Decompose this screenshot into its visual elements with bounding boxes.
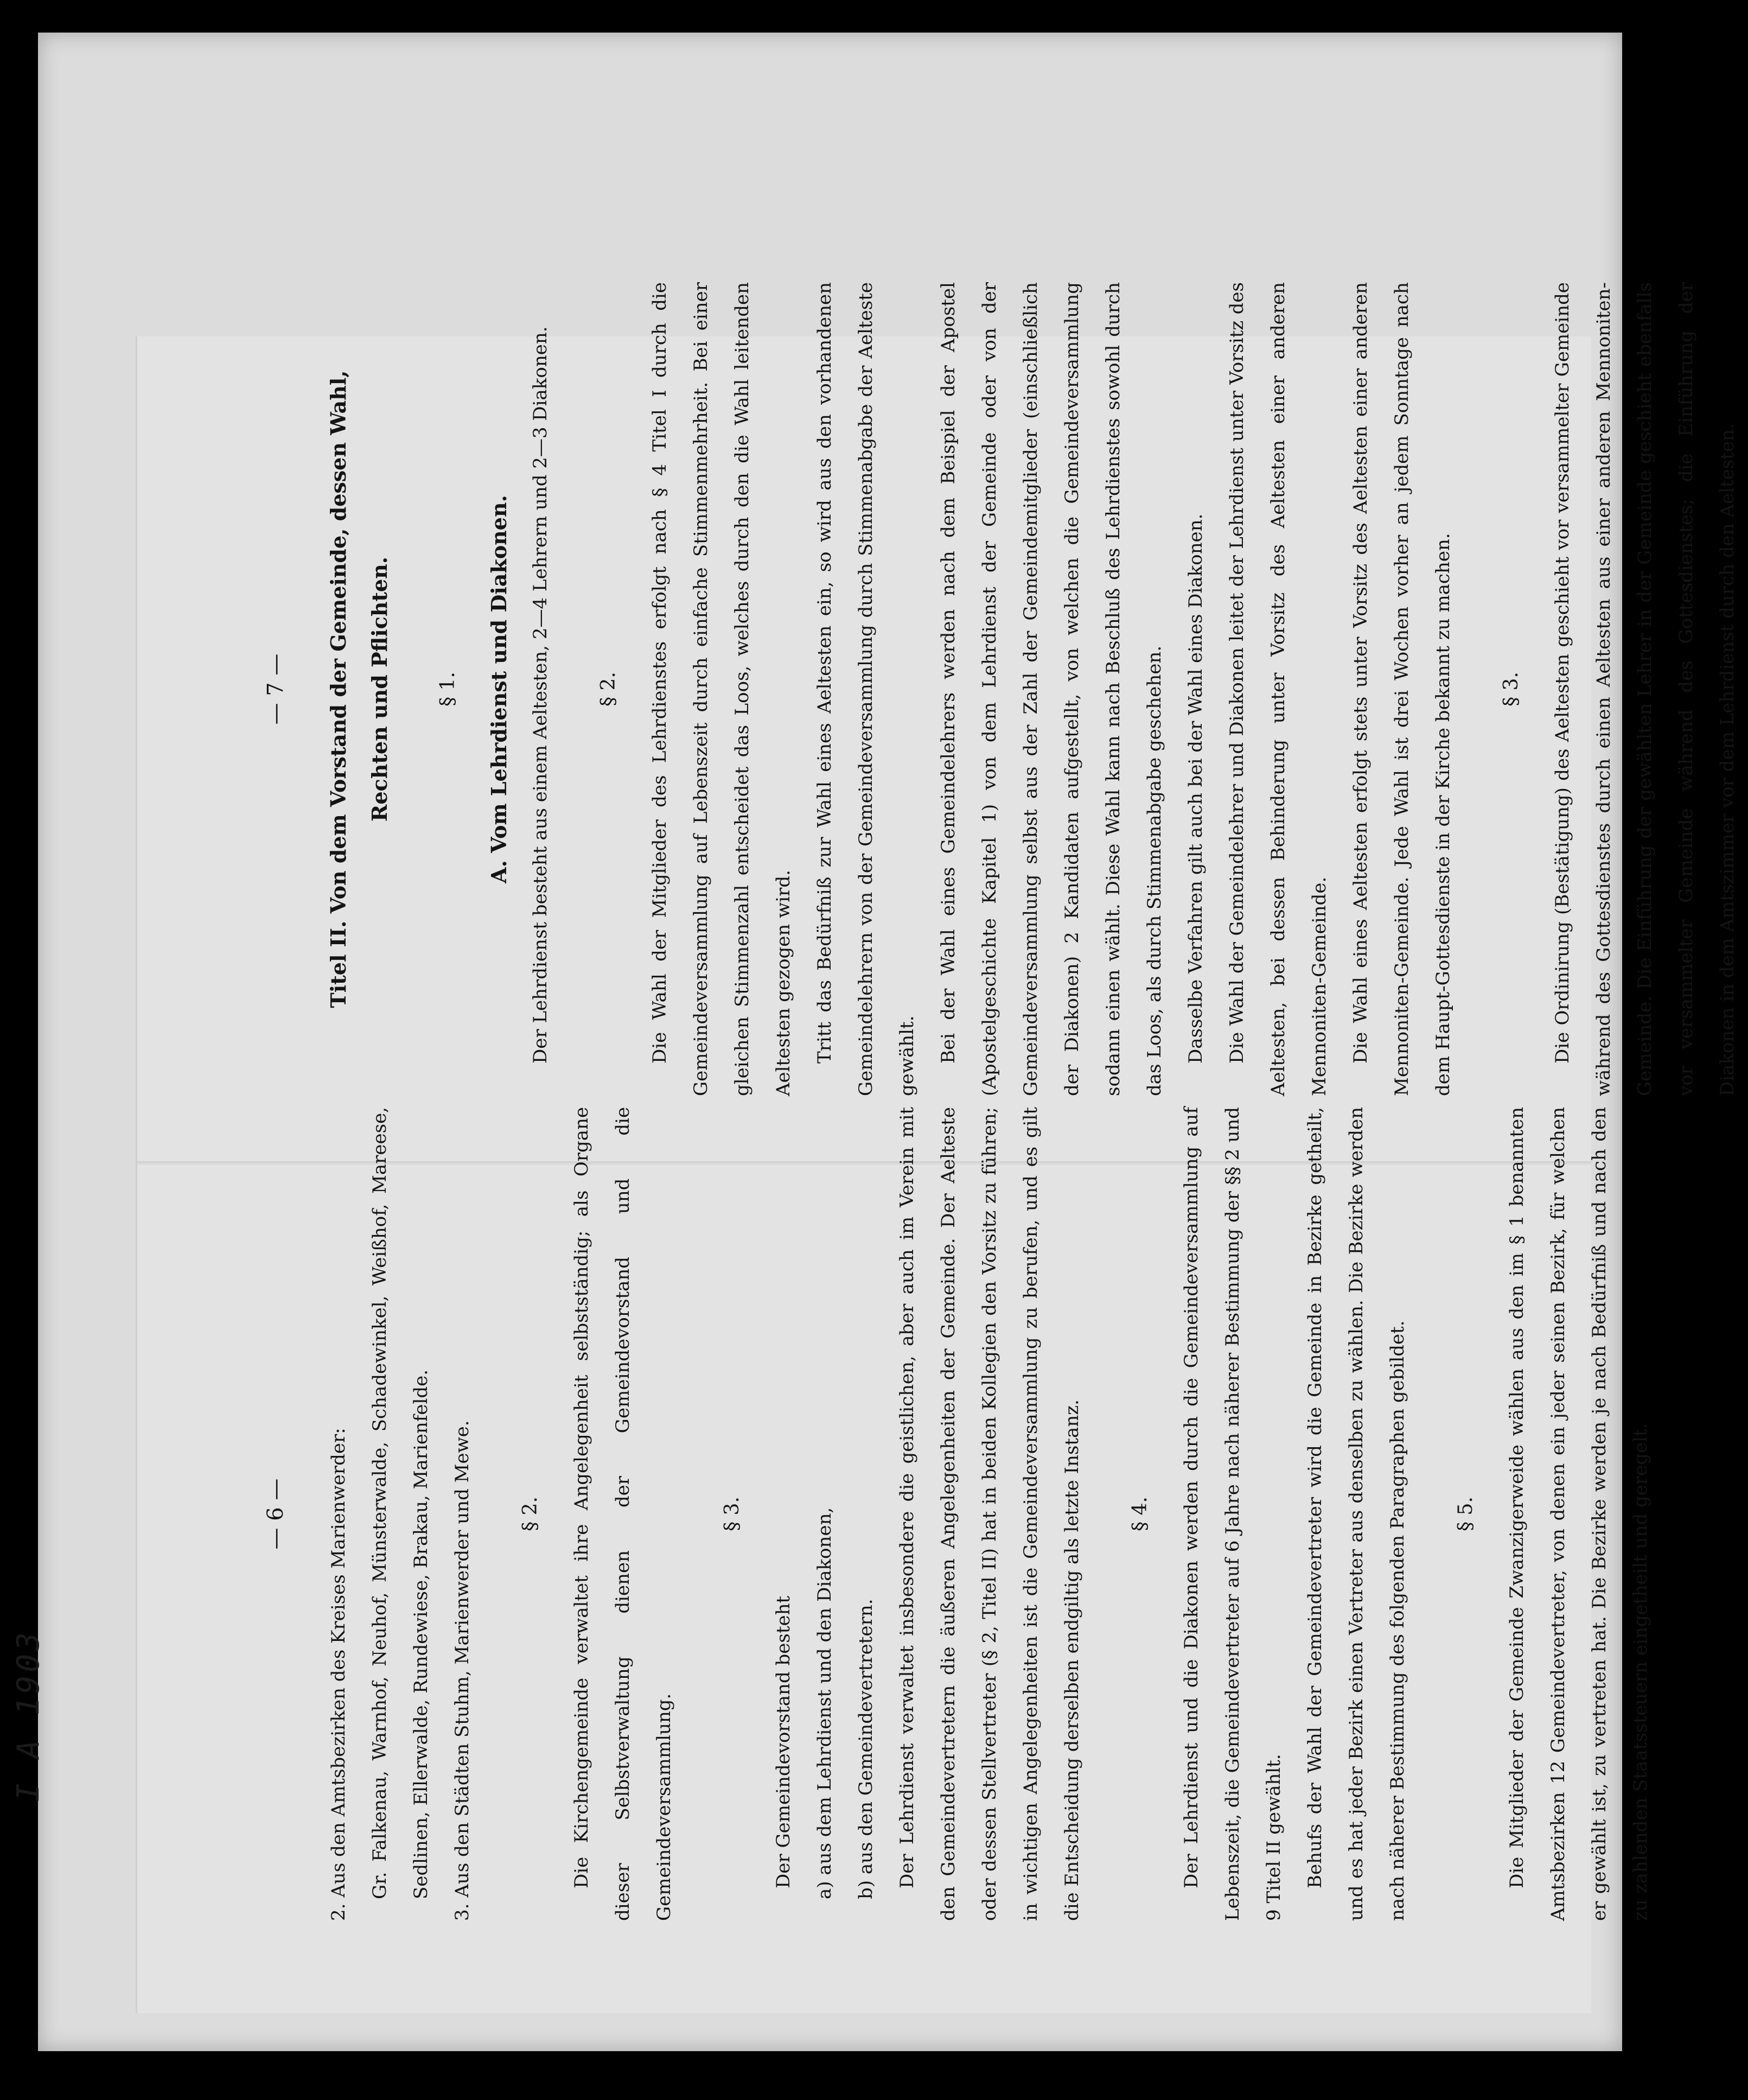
- paragraph: Die Wahl eines Aeltesten erfolgt stets unter Vorsitz des Aeltesten einer anderen Mennoniten-Gemeinde. Jede Wahl ist drei Wochen vorher an jedem Sonntage nach dem Haupt-Gottesdienste in der Kirche bekannt zu machen.: [1350, 282, 1454, 1096]
- paragraph: Die Mitglieder der Gemeinde Zwanzigerweide wählen aus den im § 1 benannten Amtsbezirken 12 Gemeindevertreter, von denen ein jeder seinen Bezirk, für welchen er gewählt ist, zu vertreten hat. Die Bezirke werden je nach Bedürfniß und nach den zu zahlenden Staatssteuern eingetheilt und geregelt.: [1506, 1107, 1651, 1921]
- section-heading: § 3.: [721, 1497, 743, 1531]
- page-7: [255, 282, 1738, 1096]
- title-heading: Titel II. Von dem Vorstand der Gemeinde, dessen Wahl,: [326, 370, 350, 1008]
- page-number: — 6 —: [263, 1478, 288, 1550]
- list-item: Gr. Falkenau, Warnhof, Neuhof, Münsterwalde, Schadewinkel, Weißhof, Mareese, Sedlinen, Ellerwalde, Rundewiese, Brakau, Marienfelde.: [369, 1107, 432, 1899]
- paragraph: Dasselbe Verfahren gilt auch bei der Wahl eines Diakonen.: [1185, 513, 1207, 1064]
- margin-handwritten-note: I A 1903: [11, 1629, 46, 1802]
- paragraph: Bei der Wahl eines Gemeindelehrers werden nach dem Beispiel der Apostel (Apostelgeschichte Kapitel 1) von dem Lehrdienst der Gemeinde oder von der Gemeindeversammlung selbst aus der Zahl der Gemeindemitglieder (einschließlich der Diakonen) 2 Kandidaten aufgestellt, von welchen die Gemeindeversammlung sodann einen wählt. Diese Wahl kann nach Beschluß des Lehrdienstes sowohl durch das Loos, als durch Stimmenabgabe geschehen.: [937, 282, 1165, 1096]
- section-heading: § 4.: [1129, 1497, 1151, 1531]
- section-heading: § 3.: [1500, 672, 1522, 707]
- paragraph: Die Kirchengemeinde verwaltet ihre Angelegenheit selbstständig; als Organe dieser Selbstverwaltung dienen der Gemeindevorstand und die Gemeindeversammlung.: [571, 1107, 675, 1921]
- paragraph: Die Ordinirung (Bestätigung) des Aeltesten geschieht vor versammelter Gemeinde während des Gottesdienstes durch einen Aeltesten aus einer anderen Mennoniten-Gemeinde. Die Einführung der gewählten Lehrer in der Gemeinde geschieht ebenfalls vor versammelter Gemeinde während des Gottesdienstes; die Einführung der Diakonen in dem Amtszimmer vor dem Lehrdienst durch den Aeltesten.: [1552, 282, 1738, 1096]
- page-number: — 7 —: [263, 653, 288, 725]
- list-item: 3. Aus den Städten Stuhm, Marienwerder und Mewe.: [451, 1420, 473, 1921]
- list-item: 2. Aus den Amtsbezirken des Kreises Marienwerder:: [328, 1428, 349, 1921]
- section-heading: § 2.: [519, 1497, 541, 1531]
- paragraph: Behufs der Wahl der Gemeindevertreter wird die Gemeinde in Bezirke getheilt, und es hat jeder Bezirk einen Vertreter aus denselben zu wählen. Die Bezirke werden nach näherer Bestimmung des folgenden Paragraphen gebildet.: [1304, 1107, 1408, 1921]
- paragraph: Die Wahl der Gemeindelehrer und Diakonen leitet der Lehrdienst unter Vorsitz des Aeltesten, bei dessen Behinderung unter Vorsitz des Aeltesten einer anderen Mennoniten-Gemeinde.: [1226, 282, 1330, 1096]
- paragraph: Der Gemeindevorstand besteht: [773, 1595, 794, 1888]
- page-6: [255, 1107, 1651, 1921]
- paragraph: Der Lehrdienst besteht aus einem Aeltesten, 2—4 Lehrern und 2—3 Diakonen.: [529, 326, 551, 1064]
- subsection-heading: A. Vom Lehrdienst und Diakonen.: [487, 495, 511, 883]
- paragraph: Die Wahl der Mitglieder des Lehrdienstes erfolgt nach § 4 Titel I durch die Gemeindeversammlung auf Lebenszeit durch einfache Stimmenmehrheit. Bei einer gleichen Stimmenzahl entscheidet das Loos, welches durch den die Wahl leitenden Aeltesten gezogen wird.: [649, 282, 794, 1096]
- paragraph: Der Lehrdienst und die Diakonen werden durch die Gemeindeversammlung auf Lebenszeit, die Gemeindevertreter auf 6 Jahre nach näherer Bestimmung der §§ 2 und 9 Titel II gewählt.: [1181, 1107, 1285, 1921]
- section-heading: § 5.: [1454, 1497, 1477, 1531]
- paragraph: Der Lehrdienst verwaltet insbesondere die geistlichen, aber auch im Verein mit den Gemeindevertretern die äußeren Angelegenheiten der Gemeinde. Der Aelteste oder dessen Stellvertreter (§ 2, Titel II) hat in beiden Kollegien den Vorsitz zu führen; in wichtigen Angelegenheiten ist die Gemeindeversammlung zu berufen, und es gilt die Entscheidung derselben endgiltig als letzte Instanz.: [896, 1107, 1083, 1921]
- list-item: a) aus dem Lehrdienst und den Diakonen,: [814, 1507, 835, 1899]
- paragraph: Tritt das Bedürfniß zur Wahl eines Aeltesten ein, so wird aus den vorhandenen Gemeindelehrern von der Gemeindeversammlung durch Stimmenabgabe der Aelteste gewählt.: [814, 282, 918, 1096]
- section-heading: § 2.: [597, 672, 620, 707]
- list-item: b) aus den Gemeindevertretern.: [855, 1599, 877, 1899]
- section-heading: § 1.: [437, 672, 459, 707]
- title-heading: Rechten und Pflichten.: [367, 556, 392, 822]
